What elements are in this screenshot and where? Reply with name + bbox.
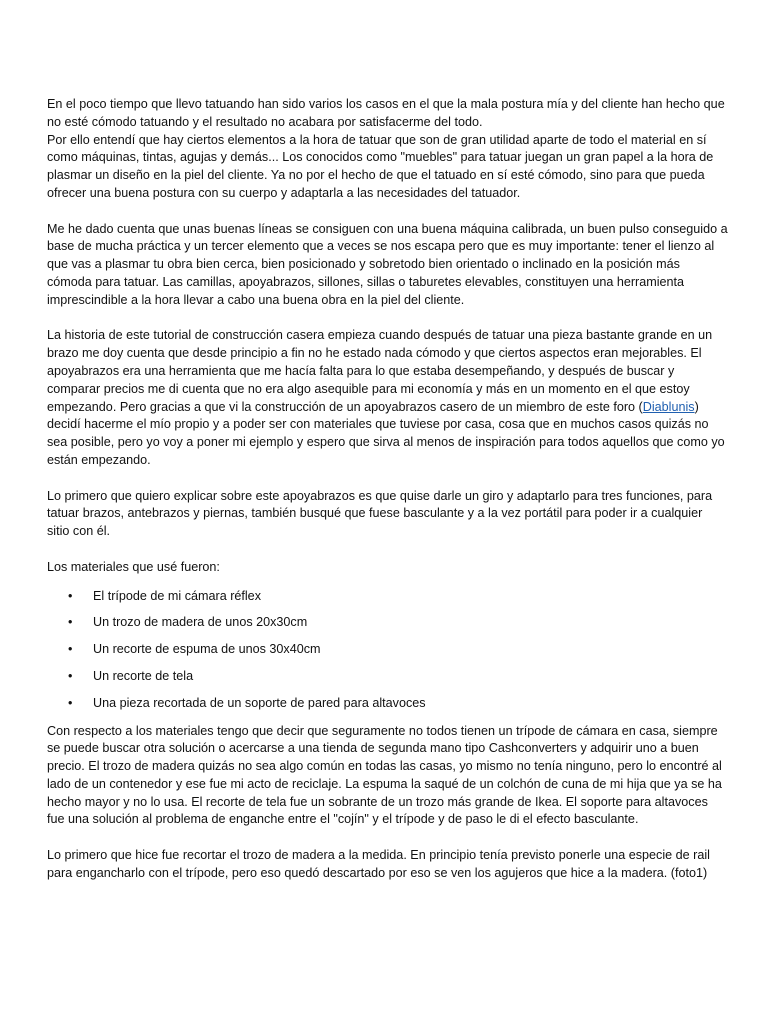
history-text-start: La historia de este tutorial de construcción casera empieza cuando después de tatuar una pieza bastante grande en un brazo me doy cuenta que desde principio a fin no he estado nada cómodo y que ciertos aspectos eran mejorables. El apoyabrazos era una herramienta que me hacía falta para lo que estaba desempeñando, y después de buscar y comparar precios me di cuenta que no era algo asequible para mi economía y más en un momento en el que estoy empezando. Pero gracias a que vi la construcción de un apoyabrazos casero de un miembro de este foro ( [47,328,713,414]
paragraph-functions: Lo primero que quiero explicar sobre este apoyabrazos es que quise darle un giro y adaptarlo para tres funciones, para tatuar brazos, antebrazos y piernas, también busqué que fuese basculante y a la vez portátil para poder ir a cualquier sitio con él. [47,488,713,539]
history-text-end: ) decidí hacerme el mío propio y a poder ser con materiales que tuviese por casa, cosa que en muchos casos quizás no sea posible, pero yo voy a poner mi ejemplo y espero que sirva al menos de inspiración para todos aquellos que como yo están empezando. [47,399,725,467]
paragraph-first-step: Lo primero que hice fue recortar el trozo de madera a la medida. En principio tenía previsto ponerle una especie de rail para engancharlo con el trípode, pero eso quedó descartado por eso se ven los agujeros que hice a la madera. (foto1) [47,848,710,880]
diablunis-link[interactable]: Diablunis [642,399,695,414]
paragraph-intro: En el poco tiempo que llevo tatuando han sido varios los casos en el que la mala postura mía y del cliente han hecho que no esté cómodo tatuando y el resultado no acabara por satisfacerme del todo. [47,97,725,129]
paragraph-furniture: Por ello entendí que hay ciertos elementos a la hora de tatuar que son de gran utilidad aparte de todo el material en sí como máquinas, tintas, agujas y demás... Los conocidos como "muebles" para tatuar juegan un gran papel a la hora de plasmar un diseño en la piel del cliente. Ya no por el hecho de que el tatuado en sí esté cómodo, sino para que pueda ofrecer una buena postura con su cuerpo y adaptarla a las necesidades del tatuador. [47,132,714,200]
paragraph-lines: Me he dado cuenta que unas buenas líneas se consiguen con una buena máquina calibrada, un buen pulso conseguido a base de mucha práctica y un tercer elemento que a veces se nos escapa pero que es muy importante: tener el lienzo al que vas a plasmar tu obra bien cerca, bien posicionado y sobretodo bien orientado o inclinado en la posición más cómoda para tatuar. Las camillas, apoyabrazos, sillones, sillas o taburetes elevables, constituyen una herramienta imprescindible a la hora llevar a cabo una buena obra en la piel del cliente. [47,221,728,307]
list-item: • Una pieza recortada de un soporte de pared para altavoces [47,695,728,713]
materials-heading: Los materiales que usé fueron: [47,559,220,574]
paragraph-materials-notes: Con respecto a los materiales tengo que decir que seguramente no todos tienen un trípode de cámara en casa, siempre se puede buscar otra solución o acercarse a una tienda de segunda mano tipo Cashconverters y adquirir uno a buen precio. El trozo de madera quizás no sea algo común en todas las casas, yo mismo no tenía ninguno, pero lo encontré al lado de un contenedor y ese fue mi acto de reciclaje. La espuma la saqué de un colchón de cuna de mi hija que ya se ha hecho mayor y no lo usa. El recorte de tela fue un sobrante de un trozo más grande de Ikea. El soporte para altavoces fue una solución al problema de enganche entre el "cojín" y el trípode y de paso le di el efecto basculante. [47,723,722,827]
list-item: • Un trozo de madera de unos 20x30cm [47,614,728,632]
materials-list [47,588,728,713]
list-item: • Un recorte de espuma de unos 30x40cm [47,641,728,659]
paragraph-history [47,327,728,469]
list-item: • El trípode de mi cámara réflex [47,588,728,606]
list-item: • Un recorte de tela [47,668,728,686]
